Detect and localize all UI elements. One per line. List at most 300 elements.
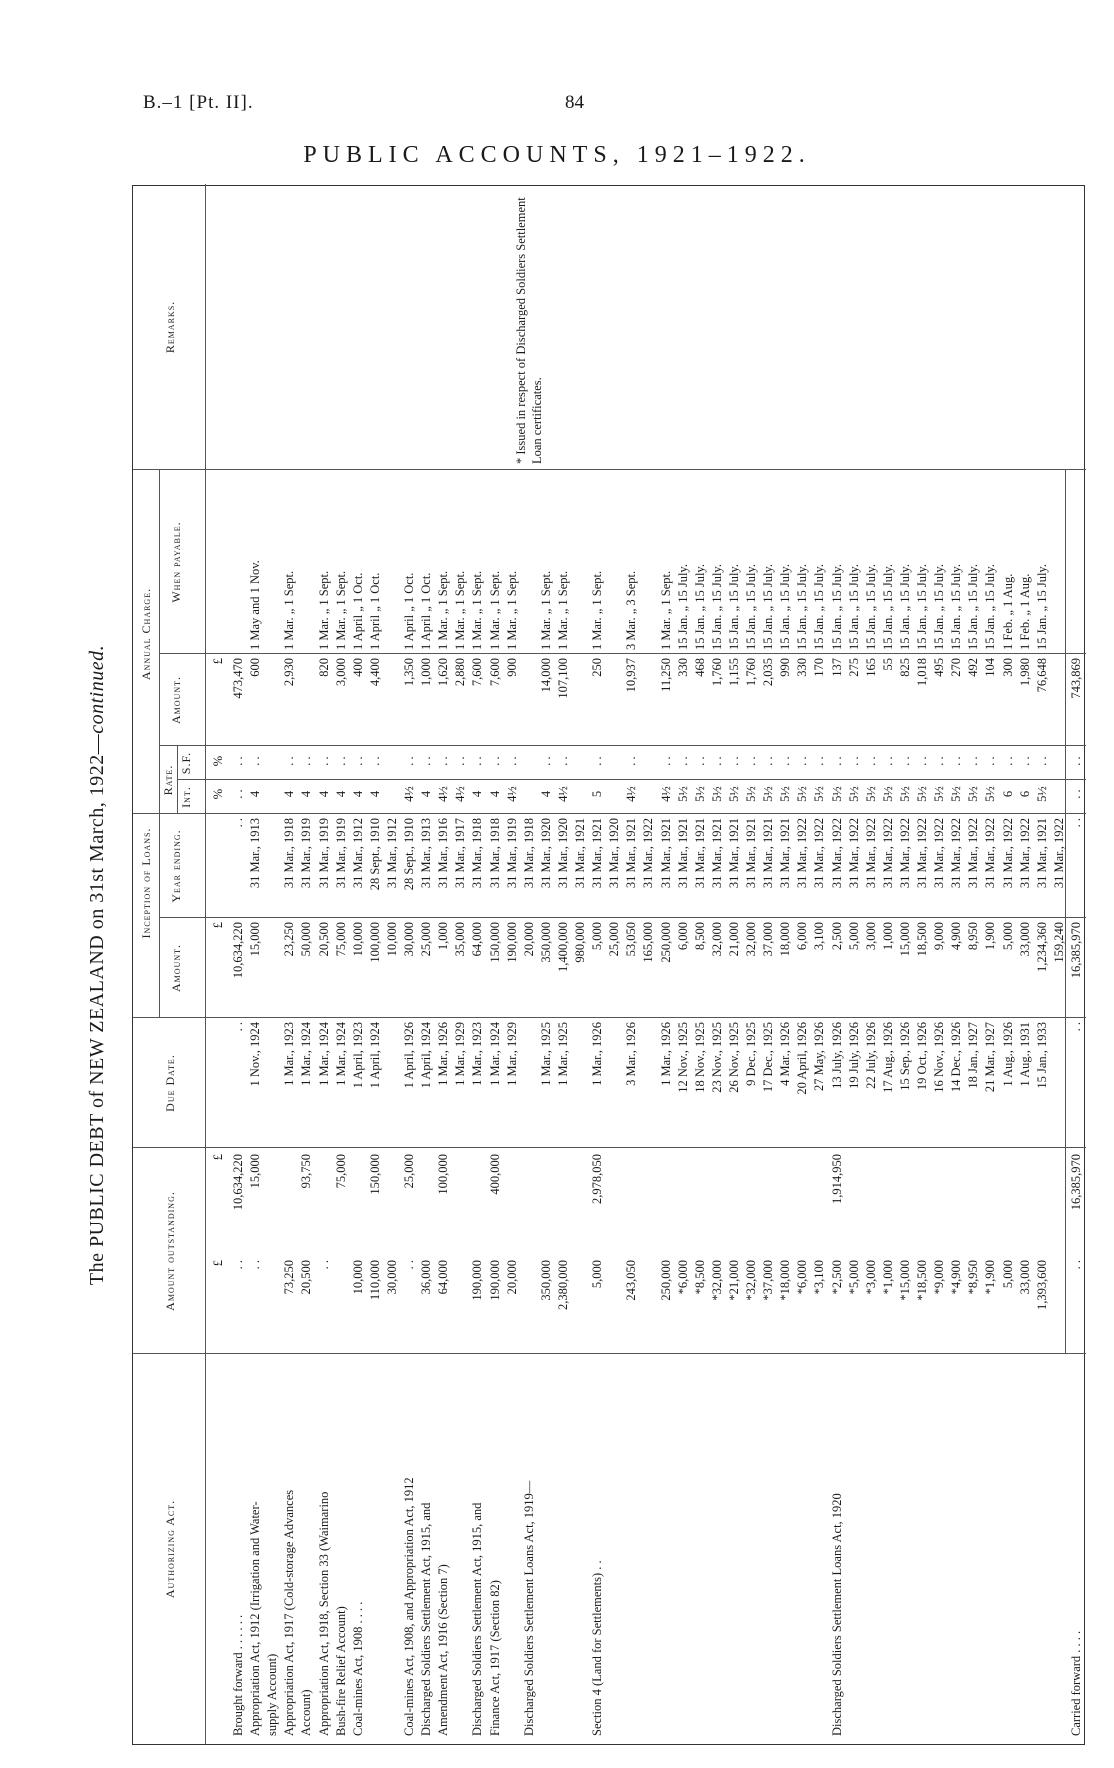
cell-out1: *9,000 xyxy=(932,1260,947,1295)
cell-out2: 93,750 xyxy=(299,1154,314,1189)
cell-amt: 18,500 xyxy=(915,922,929,957)
cell-when: 15 Jan. „ 15 July. xyxy=(949,564,964,650)
cell-year: 31 Mar., 1922 xyxy=(897,818,912,889)
cell-due: 1 April, 1924 xyxy=(367,1022,382,1089)
cell-int: 6 xyxy=(1000,790,1015,798)
cell-sf: . . xyxy=(470,756,485,766)
cell-year: 31 Mar., 1922 xyxy=(1017,818,1032,889)
header-inception: Inception of Loans. xyxy=(139,827,153,939)
cell-int: 4½ xyxy=(436,786,451,802)
cell-out1: 33,000 xyxy=(1017,1260,1032,1295)
rate-divider xyxy=(177,746,178,814)
cell-sf: . . xyxy=(915,756,929,766)
cell-year: 31 Mar., 1916 xyxy=(436,818,451,889)
cell-year: 31 Mar., 1921 xyxy=(709,818,724,889)
cell-sf: . . xyxy=(555,756,570,766)
cell-due: 1 Mar., 1923 xyxy=(282,1022,297,1086)
cell-act: supply Account) xyxy=(265,1653,280,1736)
cell-ann: 1,980 xyxy=(1017,658,1032,687)
cell-year: 31 Mar., 1922 xyxy=(915,818,929,889)
cell-sf: . . xyxy=(709,756,724,766)
cell-sf: . . xyxy=(350,756,365,766)
cell-year: 31 Mar., 1919 xyxy=(504,818,519,889)
cell-ann: 600 xyxy=(248,658,263,677)
cell-out1: 64,000 xyxy=(436,1260,451,1295)
cell-act: Discharged Soldiers Settlement Act, 1915, and xyxy=(419,1502,434,1736)
cell-int: 4 xyxy=(350,790,365,798)
cell-when: 1 April „ 1 Oct. xyxy=(350,572,365,650)
cell-year: 31 Mar., 1922 xyxy=(1000,818,1015,889)
cell-when: 15 Jan. „ 15 July. xyxy=(915,564,929,650)
cell-out2: 100,000 xyxy=(436,1154,451,1195)
cell-out1: 20,000 xyxy=(504,1260,519,1295)
cell-out2: 150,000 xyxy=(367,1154,382,1195)
cell-year: 31 Mar., 1921 xyxy=(1034,818,1049,889)
cell-amt: 23,250 xyxy=(282,922,297,957)
cell-due: 1 Mar., 1924 xyxy=(316,1022,331,1086)
cell-amt: 4,900 xyxy=(949,922,964,951)
cell-int: 4½ xyxy=(624,786,639,802)
cell-year: 31 Mar., 1912 xyxy=(350,818,365,889)
cell-when: 1 May and 1 Nov. xyxy=(248,560,263,650)
cell-amt: 53,050 xyxy=(624,922,639,957)
cell-sf: . . xyxy=(675,756,690,766)
cell-sf: . . xyxy=(932,756,947,766)
cell-amt: 150,000 xyxy=(487,922,502,963)
cell-year: 31 Mar., 1921 xyxy=(590,818,605,889)
cell-ann: 3,000 xyxy=(333,658,348,687)
cell-due: 19 Oct., 1926 xyxy=(915,1022,929,1091)
cell-out2: 16,385,970 xyxy=(1068,1154,1083,1211)
cell-amt: 30,000 xyxy=(402,922,416,957)
cell-sf: . . xyxy=(402,756,416,766)
cell-out1: 5,000 xyxy=(590,1260,605,1289)
cell-when: 15 Jan. „ 15 July. xyxy=(795,564,810,650)
cell-sf: . . xyxy=(538,756,553,766)
cell-sf: . . xyxy=(419,756,434,766)
cell-year: . . xyxy=(231,818,245,828)
cell-out1: . . xyxy=(231,1260,245,1270)
cell-amt: 10,000 xyxy=(350,922,365,957)
cell-amt: 250,000 xyxy=(658,922,673,963)
cell-year: 31 Mar., 1921 xyxy=(761,818,776,889)
cell-amt: 32,000 xyxy=(709,922,724,957)
cell-amt: 5,000 xyxy=(846,922,861,951)
cell-sf: . . xyxy=(590,756,605,766)
cell-when: 1 Mar. „ 1 Sept. xyxy=(282,570,297,650)
cell-int: 5½ xyxy=(795,786,810,802)
cell-when: 1 Mar. „ 1 Sept. xyxy=(658,570,673,650)
cell-int: 5½ xyxy=(761,786,776,802)
cell-amt: 37,000 xyxy=(761,922,776,957)
cell-int: 5½ xyxy=(966,786,981,802)
cell-due: 1 Nov., 1924 xyxy=(248,1022,263,1087)
cell-due: 1 Mar., 1924 xyxy=(299,1022,314,1086)
cell-amt: 10,000 xyxy=(384,922,399,957)
cell-out1: 190,000 xyxy=(470,1260,485,1301)
cell-ann: 104 xyxy=(983,658,998,677)
cell-ann: 2,930 xyxy=(282,658,297,687)
cell-ann: 300 xyxy=(1000,658,1015,677)
cell-sf: . . xyxy=(1068,756,1083,766)
cell-year: 31 Mar., 1917 xyxy=(453,818,468,889)
cell-when: 15 Jan. „ 15 July. xyxy=(675,564,690,650)
cell-int: 4 xyxy=(248,790,263,798)
cell-sf: . . xyxy=(282,756,297,766)
cell-ann: 55 xyxy=(880,658,895,671)
cell-due: 18 Nov., 1925 xyxy=(692,1022,707,1093)
cell-ann: 900 xyxy=(504,658,519,677)
cell-int: 5½ xyxy=(863,786,878,802)
cell-out1: *6,000 xyxy=(795,1260,810,1295)
cell-when: 1 Feb. „ 1 Aug. xyxy=(1000,573,1015,650)
cell-due: 9 Dec., 1925 xyxy=(744,1022,758,1086)
cell-out2: 10,634,220 xyxy=(231,1154,245,1211)
cell-due: 15 Sep., 1926 xyxy=(897,1022,912,1091)
cell-when: 15 Jan. „ 15 July. xyxy=(709,564,724,650)
cell-sf: . . xyxy=(880,756,895,766)
cell-int: 4½ xyxy=(504,786,519,802)
cell-out1: *3,000 xyxy=(863,1260,878,1295)
cell-year: 31 Mar., 1922 xyxy=(966,818,981,889)
cell-ann: 11,250 xyxy=(658,658,673,692)
cell-amt: 15,000 xyxy=(897,922,912,957)
total-divider xyxy=(1065,470,1066,1354)
cell-out1: *32,000 xyxy=(744,1260,758,1301)
cell-out1: 1,393,600 xyxy=(1034,1260,1049,1310)
cell-due: . . xyxy=(1068,1022,1083,1032)
cell-sf: . . xyxy=(726,756,741,766)
cell-when: 15 Jan. „ 15 July. xyxy=(846,564,861,650)
header-when-payable: When payable. xyxy=(169,521,183,603)
header-amount-outstanding: Amount outstanding. xyxy=(163,1191,177,1311)
cell-when: 1 Mar. „ 1 Sept. xyxy=(436,570,451,650)
cell-act: Account) xyxy=(299,1689,314,1736)
cell-year: 31 Mar., 1918 xyxy=(282,818,297,889)
cell-year: 31 Mar., 1912 xyxy=(384,818,399,889)
cell-due: 14 Dec., 1926 xyxy=(949,1022,964,1093)
cell-amt: 9,000 xyxy=(932,922,947,951)
cell-out1: *2,500 xyxy=(829,1260,844,1295)
cell-int: 5½ xyxy=(880,786,895,802)
cell-out1: *37,000 xyxy=(761,1260,776,1301)
cell-act: Appropriation Act, 1918, Section 33 (Waimarino xyxy=(316,1491,331,1736)
cell-ann: 492 xyxy=(966,658,981,677)
cell-year: 31 Mar., 1920 xyxy=(555,818,570,889)
cell-year: 31 Mar., 1921 xyxy=(778,818,793,889)
cell-sf: . . xyxy=(453,756,468,766)
cell-ann: 275 xyxy=(846,658,861,677)
cell-year: 31 Mar., 1921 xyxy=(573,818,587,889)
cell-amt: 2,500 xyxy=(829,922,844,951)
cell-amt: 35,000 xyxy=(453,922,468,957)
cell-ann: 170 xyxy=(812,658,827,677)
cell-out1: 20,500 xyxy=(299,1260,314,1295)
cell-due: 1 Mar., 1926 xyxy=(658,1022,673,1086)
cell-due: 3 Mar., 1926 xyxy=(624,1022,639,1086)
cell-sf: . . xyxy=(897,756,912,766)
page-title: PUBLIC ACCOUNTS, 1921–1922. xyxy=(303,142,811,168)
cell-amt: 1,000 xyxy=(436,922,451,951)
cell-sf: . . xyxy=(367,756,382,766)
cell-out1: 30,000 xyxy=(384,1260,399,1295)
cell-due: 4 Mar., 1926 xyxy=(778,1022,793,1086)
cell-sf: . . xyxy=(248,756,263,766)
cell-due: 1 Mar., 1925 xyxy=(538,1022,553,1086)
cell-due: 21 Mar., 1927 xyxy=(983,1022,998,1093)
cell-sf: . . xyxy=(829,756,844,766)
cell-year: 31 Mar., 1922 xyxy=(863,818,878,889)
cell-amt: 20,500 xyxy=(316,922,331,957)
cell-sf: . . xyxy=(487,756,502,766)
cell-year: 31 Mar., 1921 xyxy=(658,818,673,889)
cell-int: . . xyxy=(231,789,245,799)
cell-due: 23 Nov., 1925 xyxy=(709,1022,724,1093)
header-authorizing-act: Authorizing Act. xyxy=(163,1499,177,1599)
cell-amt: 165,000 xyxy=(641,922,656,963)
cell-int: 5½ xyxy=(983,786,998,802)
rotated-table xyxy=(70,185,1085,1745)
cell-year: 31 Mar., 1913 xyxy=(248,818,263,889)
cell-ann: 468 xyxy=(692,658,707,677)
cell-due: . . xyxy=(231,1022,245,1032)
cell-int: 5½ xyxy=(812,786,827,802)
cell-due: 1 April, 1926 xyxy=(402,1022,416,1089)
cell-ann: 2,035 xyxy=(761,658,776,687)
cell-amt: 159,240 xyxy=(1051,922,1066,963)
cell-act: Discharged Soldiers Settlement Loans Act, 1920 xyxy=(829,1493,844,1736)
cell-year: 31 Mar., 1922 xyxy=(812,818,827,889)
cell-int: 5½ xyxy=(897,786,912,802)
table-title: The PUBLIC DEBT of NEW ZEALAND on 31st March, 1922—continued. xyxy=(86,644,108,1286)
cell-amt: 980,000 xyxy=(573,922,587,963)
cell-int: . . xyxy=(1068,789,1083,799)
cell-sf: . . xyxy=(333,756,348,766)
cell-due: 13 July, 1926 xyxy=(829,1022,844,1089)
cell-int: 5½ xyxy=(692,786,707,802)
cell-year: 31 Mar., 1921 xyxy=(744,818,758,889)
cell-int: 5½ xyxy=(675,786,690,802)
cell-year: 31 Mar., 1921 xyxy=(624,818,639,889)
cell-due: 27 May, 1926 xyxy=(812,1022,827,1091)
cell-ann: 1,000 xyxy=(419,658,434,687)
cell-year: 31 Mar., 1922 xyxy=(949,818,964,889)
cell-ann: 137 xyxy=(829,658,844,677)
cell-year: 31 Mar., 1918 xyxy=(487,818,502,889)
cell-act: Bush-fire Relief Account) xyxy=(333,1606,348,1736)
units-row: £ £ £ % % £ xyxy=(211,658,225,1267)
cell-out1: *6,000 xyxy=(675,1260,690,1295)
cell-out1: 36,000 xyxy=(419,1260,434,1295)
cell-due: 1 Mar., 1929 xyxy=(504,1022,519,1086)
cell-sf: . . xyxy=(624,756,639,766)
cell-year: 31 Mar., 1922 xyxy=(880,818,895,889)
cell-int: 5½ xyxy=(932,786,947,802)
cell-due: 1 Mar., 1925 xyxy=(555,1022,570,1086)
cell-ann: 1,018 xyxy=(915,658,929,687)
cell-amt: 8,950 xyxy=(966,922,981,951)
cell-year: 31 Mar., 1921 xyxy=(726,818,741,889)
cell-year: 31 Mar., 1920 xyxy=(607,818,622,889)
cell-when: 1 April „ 1 Oct. xyxy=(367,572,382,650)
header-int: Int. xyxy=(179,786,193,808)
cell-when: 1 April „ 1 Oct. xyxy=(419,572,434,650)
cell-ann: 270 xyxy=(949,658,964,677)
cell-when: 1 Mar. „ 1 Sept. xyxy=(504,570,519,650)
cell-int: 4½ xyxy=(658,786,673,802)
cell-sf: . . xyxy=(846,756,861,766)
cell-out1: . . xyxy=(1068,1260,1083,1270)
cell-sf: . . xyxy=(1017,756,1032,766)
cell-sf: . . xyxy=(795,756,810,766)
cell-out1: . . xyxy=(248,1260,263,1270)
cell-when: 1 Feb. „ 1 Aug. xyxy=(1017,573,1032,650)
cell-int: 5½ xyxy=(744,786,758,802)
cell-due: 12 Nov., 1925 xyxy=(675,1022,690,1093)
cell-due: 17 Aug., 1926 xyxy=(880,1022,895,1093)
cell-amt: 8,500 xyxy=(692,922,707,951)
cell-int: 5½ xyxy=(949,786,964,802)
cell-sf: . . xyxy=(983,756,998,766)
cell-act: Coal-mines Act, 1908, and Appropriation Act, 1912 xyxy=(402,1477,416,1736)
cell-int: 4½ xyxy=(555,786,570,802)
cell-year: 31 Mar., 1922 xyxy=(829,818,844,889)
cell-due: 1 April, 1923 xyxy=(350,1022,365,1089)
cell-when: 3 Mar. „ 3 Sept. xyxy=(624,570,639,650)
cell-sf: . . xyxy=(658,756,673,766)
cell-out1: 73,250 xyxy=(282,1260,297,1295)
cell-int: 5½ xyxy=(846,786,861,802)
cell-int: 5½ xyxy=(1034,786,1049,802)
cell-act: Coal-mines Act, 1908 . . . . xyxy=(350,1601,365,1736)
cell-year: 31 Mar., 1913 xyxy=(419,818,434,889)
cell-amt: 10,634,220 xyxy=(231,922,245,979)
cell-sf: . . xyxy=(1034,756,1049,766)
header-year-ending: Year ending. xyxy=(169,829,183,903)
cell-due: 1 Mar., 1924 xyxy=(487,1022,502,1086)
cell-ann: 2,880 xyxy=(453,658,468,687)
cell-act: Discharged Soldiers Settlement Act, 1915, and xyxy=(470,1502,485,1736)
cell-year: 28 Sept., 1910 xyxy=(367,818,382,891)
cell-out1: 243,050 xyxy=(624,1260,639,1301)
cell-amt: 50,000 xyxy=(299,922,314,957)
annual-divider xyxy=(159,470,160,814)
cell-amt: 75,000 xyxy=(333,922,348,957)
cell-out1: 250,000 xyxy=(658,1260,673,1301)
cell-year: 31 Mar., 1919 xyxy=(299,818,314,889)
cell-out1: 5,000 xyxy=(1000,1260,1015,1289)
cell-ann: 1,620 xyxy=(436,658,451,687)
cell-amt: 5,000 xyxy=(590,922,605,951)
cell-sf: . . xyxy=(949,756,964,766)
cell-int: 4 xyxy=(419,790,434,798)
cell-ann: 400 xyxy=(350,658,365,677)
cell-out1: *8,950 xyxy=(966,1260,981,1295)
cell-ann: 330 xyxy=(675,658,690,677)
cell-due: 1 Mar., 1926 xyxy=(590,1022,605,1086)
cell-when: 15 Jan. „ 15 July. xyxy=(778,564,793,650)
cell-ann: 1,155 xyxy=(726,658,741,687)
cell-int: 5½ xyxy=(726,786,741,802)
cell-year: 31 Mar., 1920 xyxy=(538,818,553,889)
cell-out1: 2,380,000 xyxy=(555,1260,570,1310)
cell-amt: 6,000 xyxy=(795,922,810,951)
cell-when: 15 Jan. „ 15 July. xyxy=(932,564,947,650)
cell-due: 1 Mar., 1929 xyxy=(453,1022,468,1086)
cell-sf: . . xyxy=(504,756,519,766)
cell-due: 17 Dec., 1925 xyxy=(761,1022,776,1093)
cell-ann: 7,600 xyxy=(487,658,502,687)
header-divider xyxy=(205,184,206,1744)
cell-act: Discharged Soldiers Settlement Loans Act, 1919— xyxy=(521,1480,536,1736)
cell-act: Appropriation Act, 1912 (Irrigation and Water- xyxy=(248,1501,263,1736)
cell-amt: 1,400,000 xyxy=(555,922,570,972)
cell-out1: *18,500 xyxy=(915,1260,929,1301)
cell-out1: *21,000 xyxy=(726,1260,741,1301)
cell-amt: 100,000 xyxy=(367,922,382,963)
cell-year: 31 Mar., 1921 xyxy=(675,818,690,889)
cell-year: 31 Mar., 1918 xyxy=(470,818,485,889)
cell-when: 15 Jan. „ 15 July. xyxy=(692,564,707,650)
cell-out2: 400,000 xyxy=(487,1154,502,1195)
cell-amt: 350,000 xyxy=(538,922,553,963)
cell-ann: 76,648 xyxy=(1034,658,1049,693)
cell-year: . . xyxy=(1068,818,1083,828)
cell-due: 1 Mar., 1924 xyxy=(333,1022,348,1086)
cell-due: 18 Jan., 1927 xyxy=(966,1022,981,1089)
cell-sf: . . xyxy=(812,756,827,766)
cell-ann: 990 xyxy=(778,658,793,677)
cell-due: 1 April, 1924 xyxy=(419,1022,434,1089)
cell-year: 31 Mar., 1922 xyxy=(932,818,947,889)
cell-int: 5½ xyxy=(778,786,793,802)
cell-due: 26 Nov., 1925 xyxy=(726,1022,741,1093)
cell-ann: 743,869 xyxy=(1068,658,1083,699)
cell-out1: *15,000 xyxy=(897,1260,912,1301)
cell-sf: . . xyxy=(744,756,758,766)
cell-out1: *32,000 xyxy=(709,1260,724,1301)
cell-int: 4 xyxy=(299,790,314,798)
cell-int: 4 xyxy=(367,790,382,798)
cell-amt: 6,000 xyxy=(675,922,690,951)
cell-ann: 4,400 xyxy=(367,658,382,687)
cell-out1: *18,000 xyxy=(778,1260,793,1301)
cell-due: 16 Nov., 1926 xyxy=(932,1022,947,1093)
cell-year: 31 Mar., 1922 xyxy=(846,818,861,889)
table-row xyxy=(1067,184,1087,1744)
cell-int: 4 xyxy=(470,790,485,798)
cell-ann: 825 xyxy=(897,658,912,677)
cell-ann: 7,600 xyxy=(470,658,485,687)
cell-when: 15 Jan. „ 15 July. xyxy=(761,564,776,650)
cell-when: 1 Mar. „ 1 Sept. xyxy=(453,570,468,650)
cell-out1: . . xyxy=(402,1260,416,1270)
cell-year: 31 Mar., 1922 xyxy=(641,818,656,889)
cell-amt: 20,000 xyxy=(521,922,536,957)
cell-ann: 473,470 xyxy=(231,658,245,699)
cell-when: 15 Jan. „ 15 July. xyxy=(880,564,895,650)
cell-int: 5 xyxy=(590,790,605,798)
cell-when: 1 Mar. „ 1 Sept. xyxy=(470,570,485,650)
cell-when: 1 Mar. „ 1 Sept. xyxy=(487,570,502,650)
cell-year: 28 Sept., 1910 xyxy=(402,818,416,891)
cell-when: 1 Mar. „ 1 Sept. xyxy=(590,570,605,650)
cell-year: 31 Mar., 1919 xyxy=(333,818,348,889)
cell-int: 4½ xyxy=(453,786,468,802)
header-sf: S.F. xyxy=(179,751,193,775)
cell-ann: 1,760 xyxy=(709,658,724,687)
cell-year: 31 Mar., 1922 xyxy=(983,818,998,889)
